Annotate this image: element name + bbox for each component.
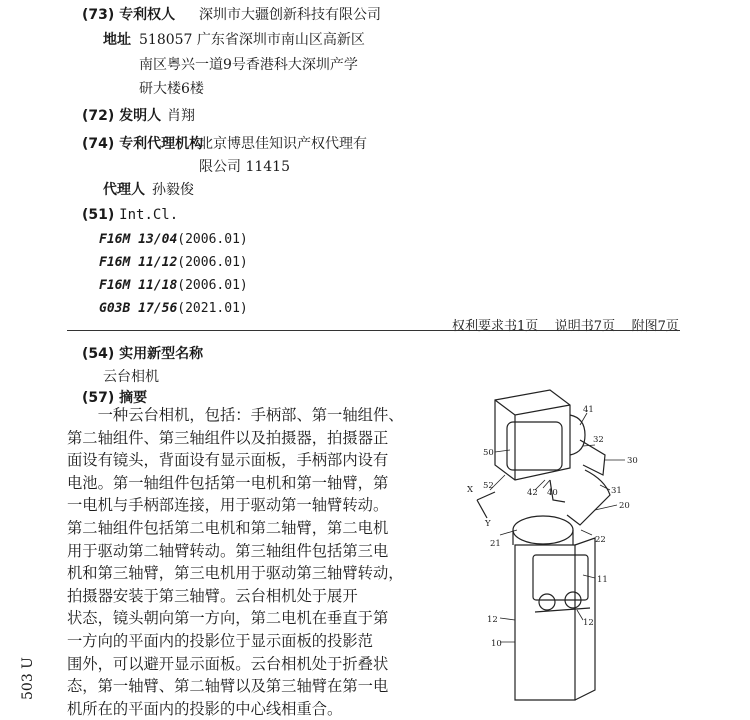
page-counts: 权利要求书1页 说明书7页 附图7页 [452, 319, 679, 334]
abstract-line: 一方向的平面内的投影位于显示面板的投影范 [67, 631, 373, 650]
divider-line [67, 330, 680, 331]
handle-body [515, 545, 575, 700]
title-label: (54) 实用新型名称 [82, 346, 204, 362]
ipc-entry [99, 278, 248, 293]
address-line-1: 518057 广东省深圳市南山区高新区 [139, 32, 365, 48]
inventor-name: 肖翔 [167, 108, 195, 124]
second-arm [567, 470, 610, 525]
abstract-line: 状态，镜头朝向第一方向，第二电机在垂直于第 [67, 609, 389, 628]
ipc-date: (2021.01) [177, 301, 248, 316]
label-11: 11 [597, 575, 608, 585]
ipc-date: (2006.01) [177, 232, 248, 247]
abstract-line: 一电机与手柄部连接，用于驱动第一轴臂转动。 [67, 496, 389, 515]
abstract-line: 态，第一轴臂、第二轴臂以及第三轴臂在第一电 [67, 677, 389, 696]
control-button-left [539, 594, 555, 610]
ipc-entry [99, 301, 248, 316]
label-22: 22 [595, 535, 606, 545]
utility-model-title: 云台相机 [103, 369, 159, 385]
abstract-line: 用于驱动第二轴臂转动。第三轴组件包括第三电 [67, 541, 389, 560]
first-motor-sides [513, 530, 573, 545]
label-31: 31 [611, 486, 622, 496]
label-40: 40 [547, 488, 558, 498]
ipc-class: F16M 13/04 [99, 232, 178, 247]
label-41: 41 [583, 405, 594, 415]
patentee-name: 深圳市大疆创新科技有限公司 [199, 7, 381, 23]
ipc-entry [99, 255, 248, 270]
ipc-class: F16M 11/18 [99, 278, 178, 293]
label-y: Y [485, 519, 491, 529]
agency-name-line-1: 北京博思佳知识产权代理有 [199, 136, 367, 152]
address-line-2: 南区粤兴一道9号香港科大深圳产学 [139, 57, 358, 73]
agent-name: 孙毅俊 [152, 182, 194, 198]
first-motor-disk [513, 516, 573, 544]
abstract-line: 机和第三轴臂，第三电机用于驱动第三轴臂转动， [67, 564, 404, 583]
label-x: X [467, 485, 474, 495]
abstract-line: 围外，可以避开显示面板。云台相机处于折叠状 [67, 654, 389, 673]
address-label: 地址 [103, 32, 131, 48]
figure-labels [467, 405, 638, 649]
label-42: 42 [527, 488, 538, 498]
label-12-right: 12 [583, 618, 594, 628]
agent-label: 代理人 [103, 182, 145, 198]
patentee-label: (73) 专利权人 [82, 7, 176, 23]
leader-lines [490, 413, 625, 642]
label-32: 32 [593, 435, 604, 445]
camera-body [495, 390, 570, 480]
abstract-line: 第二轴组件包括第二电机和第二轴臂，第二电机 [67, 518, 389, 537]
abstract-line: 第二轴组件、第三轴组件以及拍摄器，拍摄器正 [67, 428, 389, 447]
abstract-label: (57) 摘要 [82, 390, 148, 406]
label-20: 20 [619, 501, 630, 511]
ipc-class: G03B 17/56 [99, 301, 178, 316]
address-line-3: 研大楼6楼 [139, 81, 204, 97]
ipc-date: (2006.01) [177, 278, 248, 293]
abstract-line: 机所在的平面内的投影的中心线相重合。 [67, 699, 343, 718]
ipc-date: (2006.01) [177, 255, 248, 270]
int-cl-label: (51) Int.Cl. [82, 207, 179, 223]
ipc-entry [99, 232, 248, 247]
ipc-class: F16M 11/12 [99, 255, 178, 270]
label-10: 10 [491, 639, 502, 649]
label-12-left: 12 [487, 615, 498, 625]
inventor-label: (72) 发明人 [82, 108, 162, 124]
agency-label: (74) 专利代理机构 [82, 136, 204, 152]
abstract-line: 电池。第一轴组件包括第一电机和第一轴臂，第 [67, 473, 389, 492]
side-publication-number: 503 U [20, 657, 36, 700]
agency-name-line-2: 限公司 11415 [199, 159, 290, 175]
label-50: 50 [483, 448, 494, 458]
camera-body-edges [495, 400, 570, 480]
label-52: 52 [483, 481, 494, 491]
abstract-line: 拍摄器安装于第三轴臂。云台相机处于展开 [67, 586, 358, 605]
abstract-line: 一种云台相机，包括：手柄部、第一轴组件、 [67, 406, 404, 424]
label-30: 30 [627, 456, 638, 466]
abstract-line: 面设有镜头，背面设有显示面板，手柄部内设有 [67, 451, 389, 470]
axis-lines [477, 492, 495, 518]
abstract-text [67, 404, 404, 720]
gimbal-camera-drawing [455, 380, 675, 715]
handle-screen [533, 555, 588, 600]
label-21: 21 [490, 539, 501, 549]
